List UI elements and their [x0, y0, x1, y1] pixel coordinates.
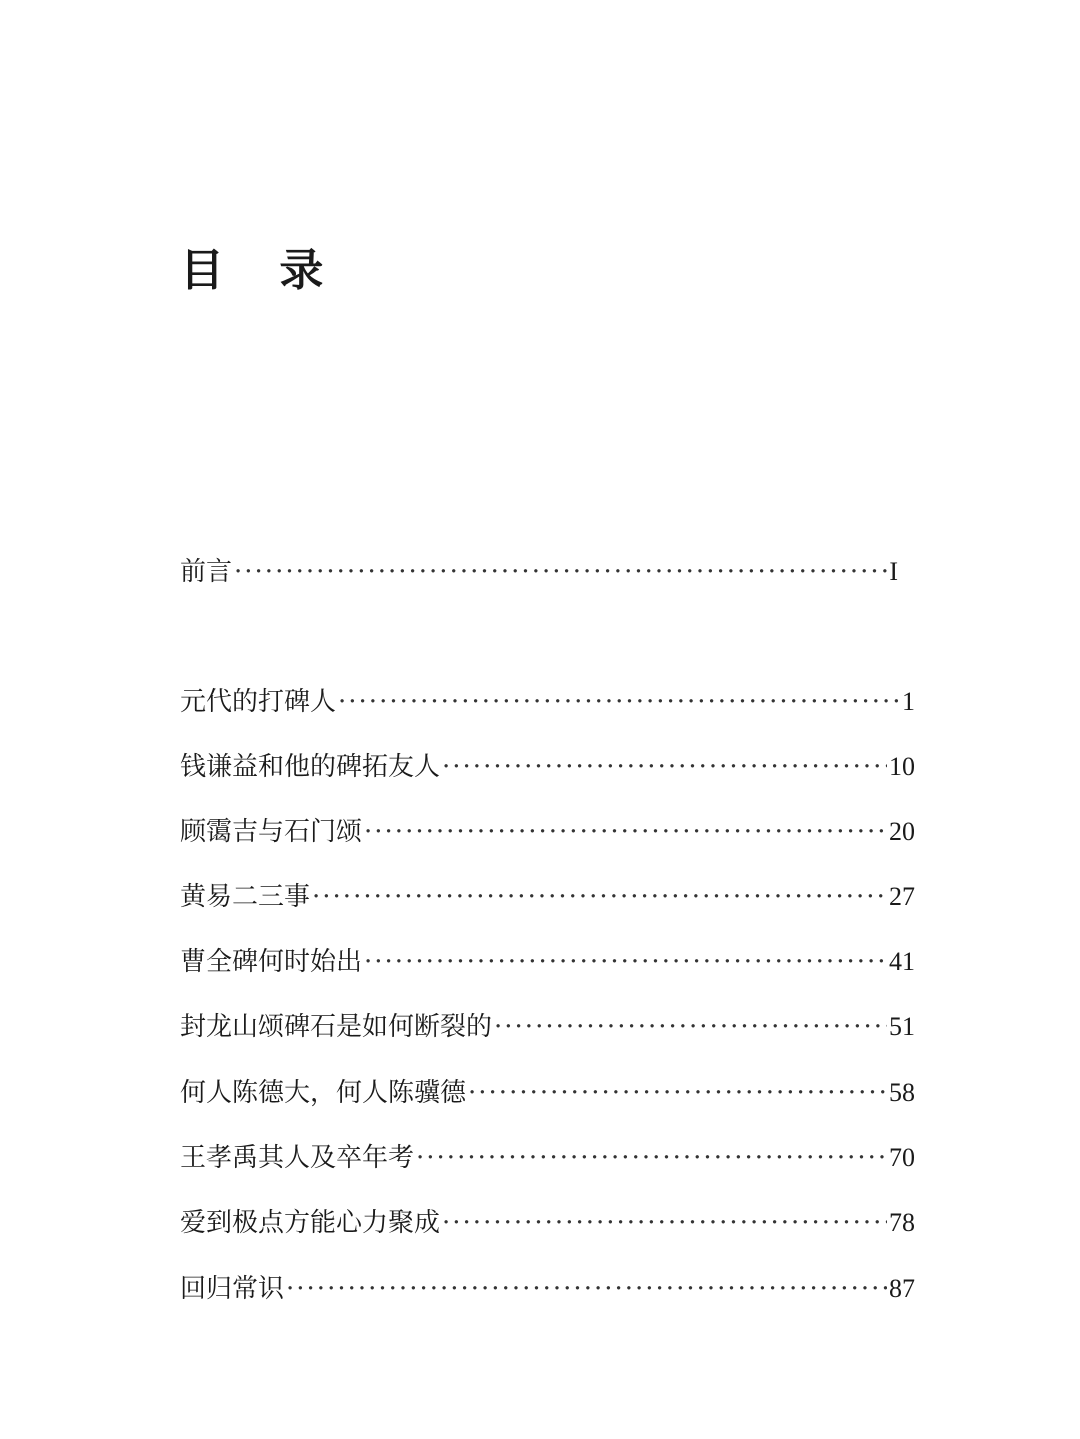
- toc-entry[interactable]: [180, 1073, 915, 1113]
- toc-entry-preface[interactable]: [180, 552, 898, 592]
- toc-dot-leader: [364, 812, 887, 852]
- toc-page-number: 10: [889, 752, 915, 781]
- toc-entry[interactable]: [180, 1269, 915, 1309]
- toc-entry-title: 元代的打碑人: [180, 687, 337, 717]
- toc-dot-leader: [286, 1269, 887, 1309]
- toc-page-number: 78: [889, 1208, 915, 1237]
- toc-page-number: 58: [889, 1078, 915, 1107]
- toc-dot-leader: [338, 682, 900, 722]
- toc-entry[interactable]: [180, 682, 915, 722]
- toc-entry-title: 钱谦益和他的碑拓友人: [180, 752, 441, 782]
- toc-entry-title: 封龙山颂碑石是如何断裂的: [180, 1012, 493, 1042]
- toc-entry-title: 爱到极点方能心力聚成: [180, 1208, 441, 1238]
- toc-dot-leader: [442, 1203, 887, 1243]
- toc-entry[interactable]: [180, 1203, 915, 1243]
- toc-page-number: 41: [889, 947, 915, 976]
- toc-entry[interactable]: [180, 1138, 915, 1178]
- toc-dot-leader: [312, 877, 887, 917]
- toc-dot-leader: [416, 1138, 887, 1178]
- toc-entry[interactable]: [180, 747, 915, 787]
- toc-entry-title: 回归常识: [180, 1274, 285, 1304]
- toc-page-number: 1: [902, 687, 915, 716]
- toc-dot-leader: [494, 1007, 887, 1047]
- toc-page-number: I: [889, 557, 898, 586]
- toc-entry[interactable]: [180, 812, 915, 852]
- toc-entry[interactable]: [180, 877, 915, 917]
- toc-page-number: 27: [889, 882, 915, 911]
- toc-entry-title: 顾霭吉与石门颂: [180, 817, 363, 847]
- toc-entry-title: 前言: [180, 557, 233, 587]
- toc-entry[interactable]: [180, 1007, 915, 1047]
- toc-dot-leader: [468, 1073, 887, 1113]
- toc-entry-title: 何人陈德大，何人陈骥德: [180, 1078, 467, 1108]
- toc-dot-leader: [234, 552, 887, 592]
- page-title: 目 录: [180, 245, 344, 296]
- toc-entry[interactable]: [180, 942, 915, 982]
- toc-page-number: 51: [889, 1012, 915, 1041]
- toc-dot-leader: [364, 942, 887, 982]
- toc-entry-title: 黄易二三事: [180, 882, 311, 912]
- toc-entry-title: 王孝禹其人及卒年考: [180, 1143, 415, 1173]
- toc-page-number: 20: [889, 817, 915, 846]
- toc-page-number: 87: [889, 1274, 915, 1303]
- toc-entry-title: 曹全碑何时始出: [180, 947, 363, 977]
- toc-page-number: 70: [889, 1143, 915, 1172]
- toc-dot-leader: [442, 747, 887, 787]
